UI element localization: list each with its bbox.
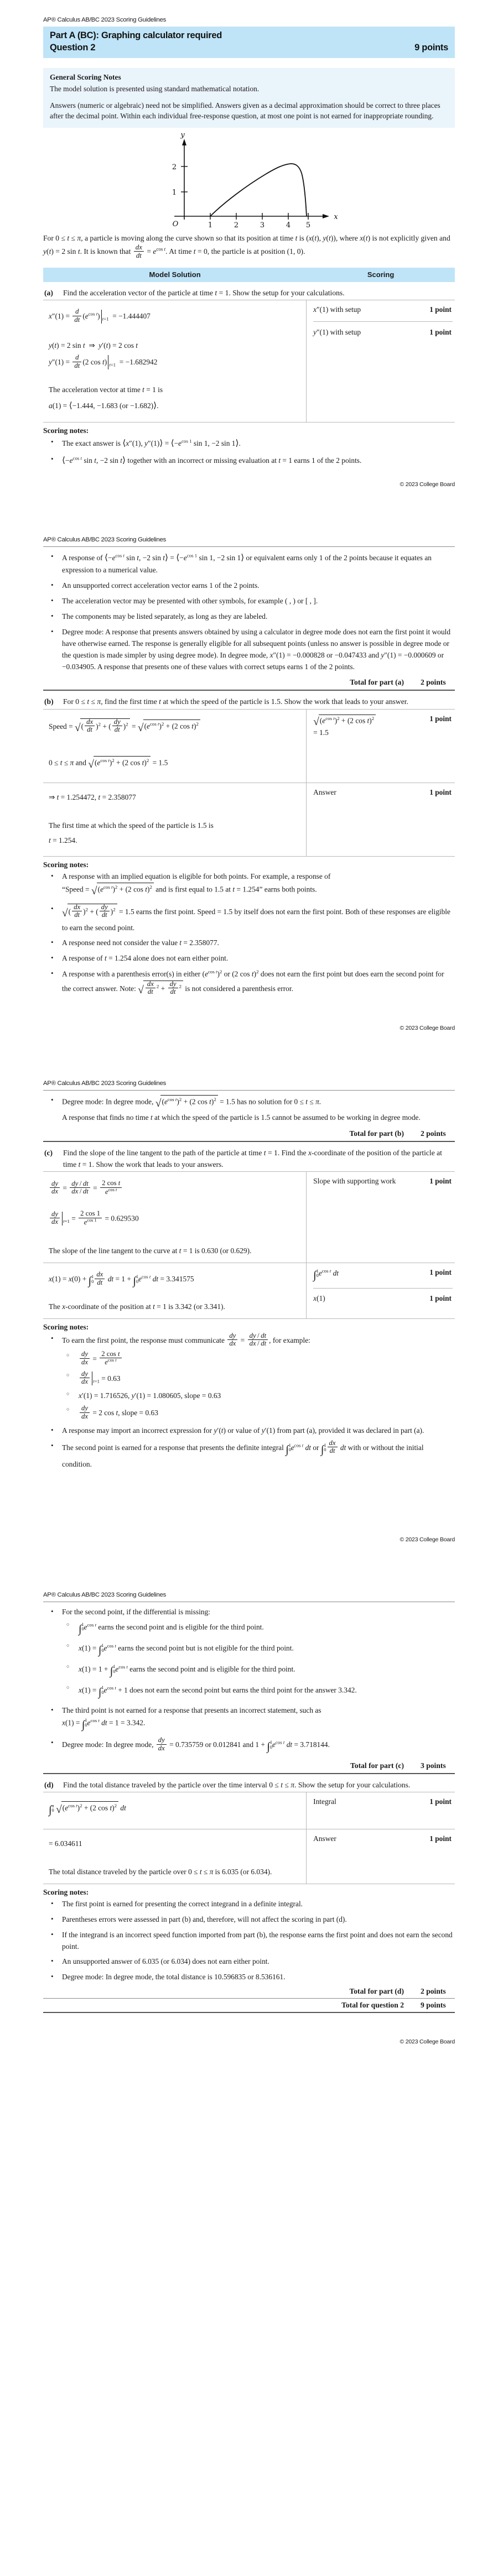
running-head-text: AP® Calculus AB/BC 2023 Scoring Guidelines [43, 17, 167, 23]
part-c-notes-heading: Scoring notes: [43, 1323, 89, 1332]
question-total [43, 2001, 455, 2012]
general-scoring-notes [43, 68, 455, 128]
svg-text:1: 1 [208, 221, 213, 230]
copyright-page-2: © 2023 College Board [400, 1025, 455, 1032]
running-head-2 [43, 520, 455, 546]
svg-text:5: 5 [305, 221, 311, 230]
part-d-model-solution-2 [43, 1829, 307, 1884]
part-c-note-4-sub-1: ○ ∫ 1 0 $e^{cos t}$ earns the second point and is eligible for the third point. [62, 1621, 455, 1638]
eq-x-at-1: x(1) = x(0) + ∫ 1 0 $\frac{dx}{dt}$ dt = 1 + ∫ 1 0 $e^{cos t}$ dt = 3.341575 [49, 1270, 194, 1287]
part-b-score-points-1: 1 point [429, 714, 452, 723]
part-a-scoring-cell [307, 300, 455, 422]
eq-y-double-prime: y″(1) = $\frac{d}{dt}$ (2 cos t) $_{t=1}$ = −1.682942 [49, 353, 158, 369]
part-b-row-1 [43, 709, 455, 783]
question-total-label: Total for question 2 [341, 2001, 404, 2010]
part-d-model-solution-1 [43, 1792, 307, 1828]
general-scoring-notes-para-2: Answers (numeric or algebraic) need not be simplified. Answers given as a decimal approximation should be correct to three places after the decimal point. Within each individual free-response question, at most one point is not earned for inappropriate rounding. [50, 101, 440, 121]
part-a-note-2: • $⟨-e^{cos t}$ sin t, −2 sin t⟩ together with an incorrect or missing evaluation at t = 1 earns 1 of the 2 points. [43, 454, 455, 467]
graph-svg [158, 132, 340, 229]
svg-text:2: 2 [172, 163, 177, 172]
svg-text:4: 4 [286, 221, 291, 230]
part-c-note-2: • A response may import an incorrect expression for y′(t) or value of y′(1) from part (a), provided it was declared in part (a). [43, 1425, 455, 1437]
col-header-scoring: Scoring [367, 270, 395, 279]
part-c-note-4: • For the second point, if the differential is missing: ○ ∫ 1 0 $e^{cos t}$ earns the second point and is eligible for the third point. ○ x(1) = ∫ 1 0 $e^{cos t}$ earns the second point but is not eligible for the third point. ○ x(1) = 1 + ∫ 1 0 $e^{cos t}$ earns the second point and is eligible for the third point. ○ x(1) = ∫ 1 0 $e^{cos t} + 1$ does not earn the second point but earns the third point for the answer 3.342. [43, 1607, 455, 1701]
part-c-note-3: • The second point is earned for a response that presents the definite integral ∫ 1 0 $e^{cos t}$ dt or ∫ 1 0 $\frac{dx}{dt}$ dt with or without the initial condition. [43, 1441, 455, 1470]
part-a-total [43, 678, 455, 690]
first-time-value: t = 1.254. [49, 836, 77, 844]
part-c-note-1-sub-2: ○ $\frac{dy}{dx}$ $_{t=1}$ = 0.63 [62, 1372, 455, 1387]
part-a-score-desc-1: x″(1) with setup [313, 305, 361, 314]
part-d-scoring-cell-1 [307, 1792, 455, 1828]
part-a-row-1 [43, 300, 455, 422]
part-b-total [43, 1129, 455, 1141]
part-a-scoring-notes-cont [43, 547, 455, 672]
svg-text:3: 3 [260, 221, 265, 230]
part-a-notes-heading: Scoring notes: [43, 426, 89, 435]
part-b-score-desc-2: Answer [313, 788, 336, 796]
part-c-total-label: Total for part (c) [350, 1761, 404, 1770]
part-d-note-2: • Parentheses errors were assessed in part (b) and, therefore, will not affect the scoring in part (d). [43, 1914, 455, 1926]
part-d-prompt-text: Find the total distance traveled by the particle over the time interval 0 ≤ t ≤ π. Show the setup for your calculations. [63, 1781, 411, 1790]
part-b-scoring-notes [43, 856, 455, 999]
part-a-label: (a) [44, 289, 53, 298]
eq-dy-dx: $\frac{dy}{dx}$ = $\frac{dy / dt}{dx / dt}$ = $\frac{\text{2 cos t}}{e^{cos t}}$ [49, 1181, 298, 1197]
part-b-total-label: Total for part (b) [349, 1129, 404, 1138]
part-b-note-3: • A response need not consider the value t = 2.358077. [43, 937, 455, 949]
banner-points: 9 points [414, 43, 448, 53]
total-distance-statement: The total distance traveled by the particle over 0 ≤ t ≤ π is 6.035 (or 6.034). [49, 1867, 272, 1876]
part-a-note-3: • A response of $⟨-e^{cos t}$ sin t, −2 sin t⟩ = $⟨-e^{cos 1}$ sin 1, −2 sin 1⟩ or equivalent earns only 1 of the 2 points because it equates an expression to a numerical value. [43, 551, 455, 576]
part-d-note-1: • The first point is earned for presenting the correct integrand in a definite integral. [43, 1899, 455, 1910]
part-d-note-4: • An unsupported answer of 6.035 (or 6.034) does not earn either point. [43, 1956, 455, 1968]
part-d-notes-heading: Scoring notes: [43, 1887, 89, 1896]
part-d-total-points: 2 points [421, 1987, 446, 1996]
problem-stem: For 0 ≤ t ≤ π, a particle is moving along the curve shown so that its position at time t is (x(t), y(t)), where x(t) is not explicitly given and y(t) = 2 sin t. It is known that $\frac{dx}{dt}$ = $e^{cos t}$. At time t = 0, the particle is at position (1, 0). [43, 234, 450, 259]
part-b-model-solution-2 [43, 783, 307, 856]
part-c-prompt-text: Find the slope of the line tangent to the path of the particle at time t = 1. Find the x-coordinate of the position of the particle at time t = 1. Show the work that leads to your answers. [63, 1149, 442, 1169]
part-b-scoring-cell-1 [307, 710, 455, 783]
part-c-scoring-cell-1 [307, 1172, 455, 1263]
part-b-label: (b) [44, 697, 54, 706]
page-3 [0, 1063, 498, 1543]
part-c-scoring-notes-cont [43, 1602, 455, 1756]
part-c-total [43, 1761, 455, 1773]
part-a-score-points-1: 1 point [429, 305, 452, 314]
part-d-note-5: • Degree mode: In degree mode, the total distance is 10.596835 or 8.536161. [43, 1972, 455, 1983]
part-a-prompt-text: Find the acceleration vector of the particle at time t = 1. Show the setup for your calculations. [63, 289, 345, 298]
part-d-scoring-cell-2 [307, 1829, 455, 1884]
part-c-scoring-notes [43, 1318, 455, 1470]
part-a-score-desc-2: y″(1) with setup [313, 328, 361, 337]
part-b-note-4: • A response of t = 1.254 alone does not earn either point. [43, 953, 455, 964]
part-d-score-desc-1: Integral [313, 1797, 336, 1806]
part-d-total [43, 1987, 455, 1998]
part-d-note-3: • If the integrand is an incorrect speed function imported from part (b), the response earns the first point and does not earn the second point. [43, 1930, 455, 1953]
eq-t-solutions: ⇒ t = 1.254472, t = 2.358077 [49, 792, 136, 801]
page-1 [0, 0, 498, 488]
solution-table-header [43, 268, 455, 282]
part-c-note-1-sub-4: ○ $\frac{dy}{dx}$ = 2 cos t, slope = 0.63 [62, 1406, 455, 1421]
part-d-score-desc-2: Answer [313, 1834, 336, 1843]
svg-text:2: 2 [234, 221, 239, 230]
part-d-row-1 [43, 1792, 455, 1828]
running-head [43, 0, 455, 27]
part-d-scoring-notes [43, 1884, 455, 1983]
running-head-3 [43, 1063, 455, 1090]
running-head-4 [43, 1575, 455, 1602]
part-d-score-points-2: 1 point [429, 1834, 452, 1843]
part-c-note-5: • The third point is not earned for a response that presents an incorrect statement, such as x(1) = ∫ 1 0 $e^{cos t}$ dt = 1 = 3.342. [43, 1705, 455, 1734]
part-a-note-6: • The components may be listed separately, as long as they are labeled. [43, 611, 455, 623]
eq-distance-integral: ∫ π 0 $√(e^{cos t})^2 + (2$ cos t)$^2$ dt [49, 1801, 298, 1818]
part-a-note-4: • An unsupported correct acceleration vector earns 1 of the 2 points. [43, 580, 455, 592]
part-c-scoring-cell-2 [307, 1263, 455, 1318]
part-c-note-6: • Degree mode: In degree mode, $\frac{dy}{dx}$ = 0.735759 or 0.012841 and 1 + ∫ 1 0 $e^{cos t}$ dt = 3.718144. [43, 1738, 455, 1756]
part-c-label: (c) [44, 1149, 53, 1157]
part-c-row-2 [43, 1263, 455, 1318]
copyright-page-1: © 2023 College Board [400, 481, 455, 488]
part-b-note-6: • Degree mode: In degree mode, $√(e^{cos t})^2 + (2$ cos t)$^2$ = 1.5 has no solution for 0 ≤ t ≤ π. A response that finds no time t at which the speed of the particle is 1.5 cannot be assumed to be working in degree mode. [43, 1095, 455, 1124]
part-d-row-2 [43, 1829, 455, 1884]
part-c-note-4-sub-2: ○ x(1) = ∫ 1 0 $e^{cos t}$ earns the second point but is not eligible for the third point. [62, 1642, 455, 1659]
copyright-page-4: © 2023 College Board [400, 2038, 455, 2046]
accel-vector-value: a(1) = ⟨−1.444, −1.683 (or −1.682)⟩. [49, 400, 159, 410]
part-b-note-5: • A response with a parenthesis error(s) in either $(e^{cos t})^2$ or (2 cos t)$^2$ does not earn the first point but does earn the second point for the correct answer. Note: √ $\frac{dx}{dt}$ $^2$ + $\frac{dy}{dt}$ $^2$ is not considered a parenthesis error. [43, 968, 455, 999]
question-banner [43, 27, 455, 58]
banner-part-title: Part A (BC): Graphing calculator required [50, 30, 222, 40]
part-a-prompt [43, 287, 455, 299]
page-2 [0, 520, 498, 1031]
first-time-statement: The first time at which the speed of the particle is 1.5 is [49, 821, 214, 830]
part-c-score-desc-3: x(1) [313, 1294, 325, 1303]
part-d-prompt [43, 1779, 455, 1791]
part-d-total-label: Total for part (d) [349, 1987, 404, 1996]
part-a-model-solution [43, 300, 307, 422]
running-head-text-4: AP® Calculus AB/BC 2023 Scoring Guidelines [43, 1591, 167, 1598]
part-b-scoring-cell-2 [307, 783, 455, 856]
part-d-label: (d) [44, 1781, 54, 1790]
part-b-note-1: • A response with an implied equation is eligible for both points. For example, a response of “Speed = $√(e^{cos t})^2 + (2$ cos t)$^2$ and is first equal to 1.5 at t = 1.254” earns both points. [43, 871, 455, 900]
part-c-note-1-sub-3: ○ x′(1) = 1.716526, y′(1) = 1.080605, slope = 0.63 [62, 1390, 455, 1402]
part-b-prompt [43, 696, 455, 707]
col-header-model-solution: Model Solution [149, 270, 201, 279]
svg-text:y: y [180, 132, 185, 140]
part-c-note-4-sub-4: ○ x(1) = ∫ 1 0 $e^{cos t} + 1$ does not earn the second point but earns the third point for the answer 3.342. [62, 1684, 455, 1701]
eq-distance-value: = 6.034611 [49, 1839, 82, 1848]
part-c-total-points: 3 points [421, 1761, 446, 1770]
part-c-note-1-sub-1: ○ $\frac{dy}{dx}$ = $\frac{\text{2 cos t}}{e^{cos t}}$ [62, 1352, 455, 1368]
part-c-prompt [43, 1147, 455, 1170]
part-c-note-1: • To earn the first point, the response must communicate $\frac{dy}{dx}$ = $\frac{dy / dt}{dx / dt}$ , for example: ○ $\frac{dy}{dx}$ = $\frac{\text{2 cos t}}{e^{cos t}}$ ○ $\frac{dy}{dx}$ $_{t=1}$ = 0.63 ○ x′(1) = 1.716526, y′(1) = 1.080605, slope = 0.63 ○ $\frac{dy}{dx}$ = 2 cos t, slope = 0.63 [43, 1333, 455, 1421]
eq-x-double-prime: x″(1) = $\frac{d}{dt}$ $(e^{cos t}) _{t=1} = -1.444407$ [49, 307, 151, 324]
part-d-score-points-1: 1 point [429, 1797, 452, 1806]
part-b-notes-heading: Scoring notes: [43, 861, 89, 869]
part-a-scoring-notes [43, 422, 455, 467]
slope-statement: The slope of the line tangent to the curve at t = 1 is 0.630 (or 0.629). [49, 1247, 252, 1255]
part-c-row-1 [43, 1171, 455, 1263]
part-b-score-points-2: 1 point [429, 788, 452, 796]
running-head-text-3: AP® Calculus AB/BC 2023 Scoring Guidelines [43, 1080, 167, 1087]
particle-path-graph [43, 132, 455, 229]
part-b-model-solution-1 [43, 710, 307, 783]
part-a-total-label: Total for part (a) [350, 678, 404, 687]
part-a-note-1: • The exact answer is ⟨x″(1), y″(1)⟩ = $⟨-e^{cos 1}$ sin 1, −2 sin 1⟩. [43, 437, 455, 450]
eq-speed-equation: 0 ≤ t ≤ π and $√(e^{cos t})^2 + (2$ cos t)$^2$ = 1.5 [49, 756, 298, 773]
running-head-text-2: AP® Calculus AB/BC 2023 Scoring Guidelines [43, 536, 167, 544]
part-a-total-points: 2 points [421, 678, 446, 687]
eq-dy-dx-at-1: $\frac{dy}{dx}$ $_{t=1}$ = $\frac{2 \cos 1}{e^{cos 1}}$ = 0.629530 [49, 1211, 298, 1227]
part-a-note-5: • The acceleration vector may be presented with other symbols, for example ( , ) or [ , ]. [43, 596, 455, 607]
banner-question: Question 2 [50, 43, 96, 53]
part-c-score-desc-1: Slope with supporting work [313, 1177, 396, 1186]
part-c-model-solution-2 [43, 1263, 307, 1318]
part-a-score-points-2: 1 point [429, 328, 452, 337]
part-b-scoring-notes-cont [43, 1091, 455, 1124]
part-b-note-2: • √( $\frac{dx}{dt}$ )$^2$ + ( $\frac{dy}{dt}$ )$^2$ = 1.5 earns the first point. Speed = 1.5 by itself does not earn the first point. Both of these responses are eligible to earn the second point. [43, 904, 455, 934]
svg-text:O: O [172, 220, 179, 229]
part-c-score-points-2: 1 point [429, 1268, 452, 1277]
page-4 [0, 1575, 498, 2062]
eq-y-prime: y(t) = 2 sin t ⇒ y′(t) = 2 cos t [49, 341, 138, 350]
copyright-page-3: © 2023 College Board [400, 1536, 455, 1543]
part-c-score-points-3: 1 point [429, 1294, 452, 1303]
accel-vector-statement: The acceleration vector at time t = 1 is [49, 385, 163, 394]
part-c-score-desc-2: ∫ 1 0 $e^{cos t}$ dt [313, 1268, 339, 1282]
part-b-total-points: 2 points [421, 1129, 446, 1138]
svg-text:1: 1 [172, 189, 177, 197]
eq-speed: Speed = √( $\frac{dx}{dt}$ )$^2$ + ( $\frac{dy}{dt}$ )$^2 = √(e^{cos t})^2 + (2$ cos t)$^2$ [49, 718, 298, 736]
part-b-score-desc-1: $√(e^{cos t})^2 + (2$ cos t)$^2$ = 1.5 [313, 715, 425, 738]
svg-text:x: x [334, 213, 338, 222]
part-c-score-points-1: 1 point [429, 1177, 452, 1186]
part-a-note-7: • Degree mode: A response that presents answers obtained by using a calculator in degree mode does not earn the first point it would have otherwise earned. The response is generally eligible for all subsequent points (unless no answer is possible in degree mode or the question is made simpler by using degree mode). In degree mode, x″(1) = −0.000828 or −0.047433 and y″(1) = −0.000609 or −0.034905. A response that presents one of these values with correct setups earns 1 of the 2 points. [43, 627, 455, 673]
general-scoring-notes-para-1: The model solution is presented using standard mathematical notation. [50, 85, 260, 93]
part-b-prompt-text: For 0 ≤ t ≤ π, find the first time t at which the speed of the particle is 1.5. Show the work that leads to your answer. [63, 697, 408, 706]
part-b-row-2 [43, 783, 455, 856]
part-c-note-4-sub-3: ○ x(1) = 1 + ∫ 1 0 $e^{cos t}$ earns the second point and is eligible for the third point. [62, 1663, 455, 1680]
part-c-model-solution-1 [43, 1172, 307, 1263]
general-scoring-notes-heading: General Scoring Notes [50, 73, 121, 81]
x-coordinate-statement: The x-coordinate of the position at t = 1 is 3.342 (or 3.341). [49, 1302, 225, 1311]
question-total-points: 9 points [421, 2001, 446, 2010]
